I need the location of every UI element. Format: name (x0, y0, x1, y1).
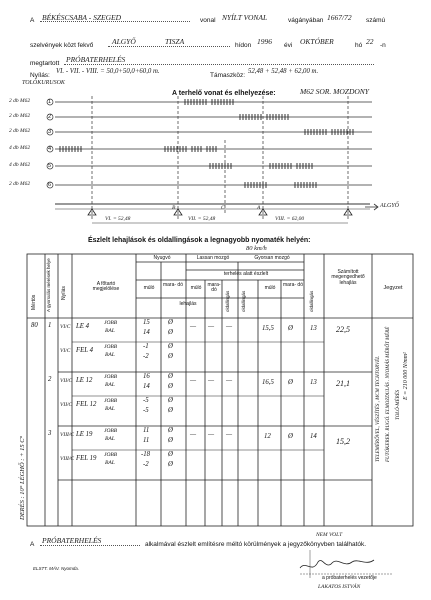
row-v2: -5 (143, 407, 149, 414)
row-dash: — (208, 431, 215, 438)
row-mark: VIII/C (60, 456, 75, 462)
megtartott-label: megtartott (30, 60, 60, 67)
day-value: 22 (366, 37, 374, 46)
station-name: ALGYŐ (112, 37, 136, 46)
loco-num: 4 (48, 146, 52, 152)
n-label: -n (380, 42, 386, 49)
ho-label: hó (355, 42, 363, 49)
a-label: A (30, 17, 35, 24)
col-header-oldal: oldallingás (225, 290, 230, 312)
pusher-locos-label: TOLÓKURUSOK (22, 80, 65, 86)
row-g2: Ø (288, 325, 293, 332)
line-type: NYÍLT VONAL (222, 13, 268, 22)
row-m2: Ø (168, 437, 173, 444)
row-sum: 13 (310, 379, 317, 386)
row-side-a: JOBB (104, 374, 118, 380)
loco-label: 2 db M62 (9, 113, 31, 119)
row-calc: 22,5 (336, 325, 350, 334)
row-v2: 14 (143, 329, 150, 336)
row-m1: Ø (168, 319, 173, 326)
vagany-label: vágányában (288, 17, 324, 24)
row-sum: 14 (310, 433, 317, 440)
span-label-vii: VII. = 52,48 (188, 216, 216, 222)
row-g2: Ø (288, 433, 293, 440)
track-number: 1667/72 (327, 13, 352, 22)
row-v2: -2 (143, 461, 149, 468)
row-m2: Ø (168, 353, 173, 360)
row-num: 2 (48, 376, 52, 383)
col-header-nyugvo: Nyugvó (153, 255, 171, 261)
footer-note: NEM VOLT (316, 532, 343, 538)
row-m1: Ø (168, 397, 173, 404)
row-v2: 11 (143, 437, 150, 444)
row-v1: -18 (141, 451, 151, 458)
footer-a-label: A (30, 541, 35, 548)
signature-role: a próbaterhelés vezetője (322, 575, 377, 581)
evi-label: évi (284, 42, 293, 49)
row-side-a: JOBB (104, 398, 118, 404)
row-side-b: BAL (105, 436, 115, 442)
col-header-mulo: múló (264, 285, 276, 291)
col-header-marado: mara- dó (207, 282, 221, 294)
col-header-mulo: múló (143, 285, 155, 291)
row-dash: — (208, 377, 215, 384)
row-girder: FEL 12 (76, 401, 97, 408)
section-mark: A (257, 205, 261, 211)
col-header-oldal: oldallingás (241, 290, 246, 312)
span-value: VI. - VII. - VIII. = 50,0+50,0+60,0 m. (56, 68, 160, 75)
loco-label: 2 db M62 (9, 181, 31, 187)
span-label-viii: VIII. = 62,00 (275, 216, 305, 222)
loco-num: 6 (48, 182, 52, 188)
row-num: 1 (48, 322, 52, 329)
col-header-mulo: múló (190, 285, 202, 291)
row-m2: Ø (168, 329, 173, 336)
row-girder: LE 4 (76, 323, 90, 330)
footer-test-name: PRÓBATERHELÉS (42, 536, 102, 545)
loco-label: 2 db M62 (9, 128, 31, 134)
row-side-b: BAL (105, 382, 115, 388)
row-girder: FEL 19 (76, 455, 97, 462)
row-side-b: BAL (105, 352, 115, 358)
row-m2: Ø (168, 407, 173, 414)
row-dash: — (226, 377, 233, 384)
footer-text: alkalmával észlelt említésre méltó körülmények a jegyzőkönyvben találhatók. (145, 541, 367, 548)
col-header-oldal: oldallingás (309, 290, 314, 312)
row-mark: VIII/C (60, 432, 75, 438)
row-m1: Ø (168, 451, 173, 458)
row-calc: 15,2 (336, 437, 350, 446)
table-title: Észlelt lehajlások és oldallingások a legnagyobb nyomaték helyén: (88, 237, 311, 244)
row-girder: FEL 4 (76, 347, 94, 354)
year-value: 1996 (257, 37, 272, 46)
row-side-a: JOBB (104, 428, 118, 434)
row-dash: — (190, 377, 197, 384)
speed-value: 80 km/h (246, 245, 267, 252)
row-g1: 12 (264, 433, 271, 440)
row-side-b: BAL (105, 460, 115, 466)
row-mark: VI/C (60, 324, 71, 330)
row-v1: -5 (143, 397, 149, 404)
row-side-b: BAL (105, 328, 115, 334)
szamu-label: számú (366, 17, 386, 24)
row-side-a: JOBB (104, 452, 118, 458)
col-header-jegyzet: Jegyzet (383, 285, 403, 291)
col-header-foatarto: A főtartó megjelölése (92, 281, 120, 293)
row-dash: — (190, 431, 197, 438)
section-mark: C (221, 205, 225, 211)
route-name: BÉKÉSCSABA - SZEGED (42, 13, 122, 22)
row-g1: 16,5 (262, 379, 274, 386)
col-header-gyorsitas: A gyorsulás mérések helye (46, 258, 51, 312)
right-note: TELEMÉRŐVEL, VÉSZÍTÉS , MCM TECHTORVÉL (376, 356, 381, 462)
nyilas-label: Nyílás: (30, 72, 50, 79)
row-g1: 15,5 (262, 325, 274, 332)
right-note-modulus: E = 210 000 N/mm² (403, 352, 409, 400)
signature-name: LAKATOS ISTVÁN (318, 584, 361, 590)
direction-label: ALGYŐ (380, 203, 400, 209)
col-header-lassan: Lassan mozgó (196, 255, 230, 261)
loco-label: 4 db M62 (9, 145, 31, 151)
col-header-mezo: Mértös (31, 294, 37, 310)
row-m1: Ø (168, 343, 173, 350)
row-m2: Ø (168, 383, 173, 390)
row-num: 3 (48, 430, 52, 437)
col-header-szamitott: Számított megengedhető lehajlás (331, 269, 365, 286)
hidon-label: hídon (235, 42, 252, 49)
train-title: A terhelő vonat és elhelyezése: (172, 90, 276, 97)
vonal-label: vonal (200, 17, 216, 24)
train-description: M62 SOR. MOZDONY (300, 87, 369, 96)
col-header-gyorsan: Gyorsan mozgó (254, 255, 290, 261)
loco-num: 1 (48, 99, 52, 105)
row-v2: -2 (143, 353, 149, 360)
left-note: DERÉS : 10° LÉGHŐ : + 15 C° (19, 435, 26, 520)
loco-num: 5 (48, 163, 52, 169)
row-side-a: JOBB (104, 320, 118, 326)
loco-num: 2 (48, 114, 52, 120)
row-girder: LE 12 (76, 377, 93, 384)
bridge-name: TISZA (165, 37, 185, 46)
col-header-marado: mara- dó (162, 282, 183, 288)
row-mark: VII/C (60, 402, 73, 408)
row-v2: 14 (143, 383, 150, 390)
row-side-a: JOBB (104, 344, 118, 350)
row-m1: Ø (168, 427, 173, 434)
support-value: 52,48 + 52,48 + 62,00 m. (248, 68, 319, 75)
row-calc: 21,1 (336, 379, 350, 388)
row-v1: 15 (143, 319, 150, 326)
loco-label: 4 db M62 (9, 162, 31, 168)
print-mark: ELSTT. MÁV. Nyomda. (33, 566, 80, 571)
row-dash: — (190, 323, 197, 330)
row-dash: — (226, 431, 233, 438)
row-sum: 13 (310, 325, 317, 332)
loco-num: 3 (48, 129, 52, 135)
row-m1: Ø (168, 373, 173, 380)
month-value: OKTÓBER (300, 37, 334, 46)
col-header-nyilas: Nyílás (61, 286, 67, 300)
row-side-b: BAL (105, 406, 115, 412)
speed-cell: 80 (31, 322, 38, 329)
right-note: FUTÓKEREK. RUGÓ. ELMOZDULÁS . NYOMÁS MÉRŐT MÉRÉ (386, 326, 391, 462)
col-header-marado: mara- dó (282, 282, 303, 288)
szelveny-label: szelvények közt fekvő (30, 42, 94, 49)
row-mark: VII/C (60, 378, 73, 384)
section-mark: B (172, 205, 176, 211)
loco-label: 2 db M62 (9, 98, 31, 104)
right-note: TOLÓ-MÉRÉS (396, 389, 401, 420)
row-v1: 16 (143, 373, 150, 380)
row-dash: — (226, 323, 233, 330)
row-mark: VI/C (60, 348, 71, 354)
row-m2: Ø (168, 461, 173, 468)
col-header-lehajlas: lehajlás (179, 301, 197, 307)
row-v1: 11 (143, 427, 150, 434)
row-g2: Ø (288, 379, 293, 386)
test-name: PRÓBATERHELÉS (66, 55, 126, 64)
row-dash: — (208, 323, 215, 330)
row-girder: LE 19 (76, 431, 93, 438)
row-v1: -1 (143, 343, 149, 350)
tamaszkoz-label: Támaszköz: (210, 72, 246, 79)
col-header-terheles: terhelés alatt észlelt (223, 271, 269, 277)
span-label-vi: VI. = 52,48 (105, 216, 131, 222)
